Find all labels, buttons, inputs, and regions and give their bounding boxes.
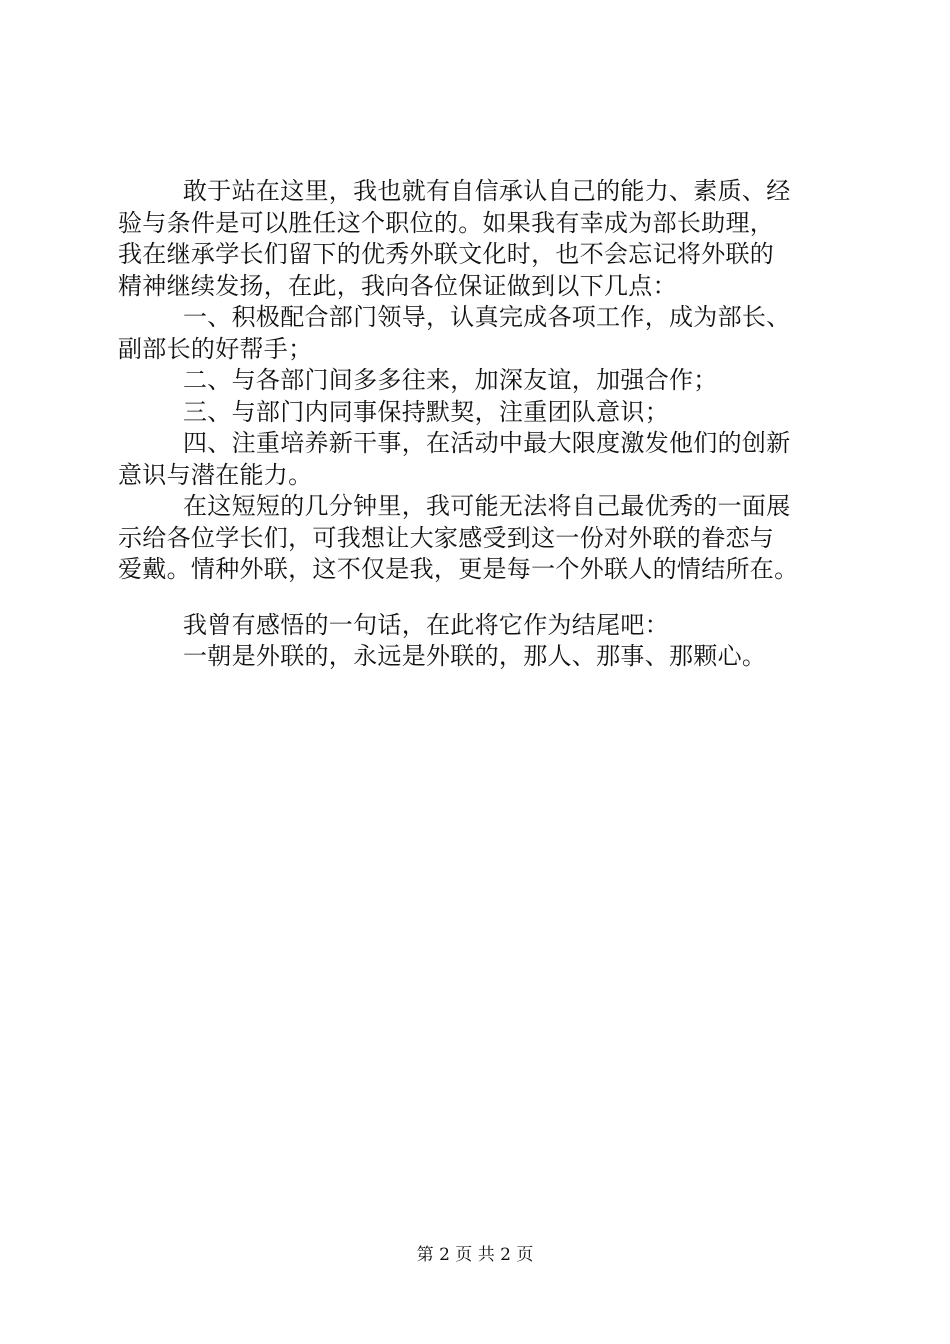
paragraph-line: 一、积极配合部门领导，认真完成各项工作，成为部长、 [183, 303, 791, 331]
paragraph-line: 二、与各部门间多多往来，加深友谊，加强合作； [183, 366, 718, 394]
paragraph-line: 四、注重培养新干事，在活动中最大限度激发他们的创新 [183, 429, 791, 457]
paragraph-line: 精神继续发扬，在此，我向各位保证做到以下几点： [118, 271, 677, 300]
paragraph-line: 爱戴。情种外联，这不仅是我，更是每一个外联人的情结所在。 [118, 555, 799, 583]
paragraph-line: 在这短短的几分钟里，我可能无法将自己最优秀的一面展 [183, 492, 791, 520]
page-number-label: 第 2 页 共 2 页 [416, 1245, 534, 1265]
paragraph-line: 我在继承学长们留下的优秀外联文化时，也不会忘记将外联的 [118, 240, 775, 268]
document-body [118, 176, 864, 673]
paragraph-line: 敢于站在这里，我也就有自信承认自己的能力、素质、经 [183, 177, 791, 205]
paragraph-gap [174, 586, 864, 610]
paragraph-line: 一朝是外联的，永远是外联的，那人、那事、那颗心。 [183, 642, 767, 670]
page-footer [0, 1244, 950, 1266]
paragraph-line: 意识与潜在能力。 [118, 460, 313, 489]
paragraph-line: 我曾有感悟的一句话，在此将它作为结尾吧： [183, 610, 669, 639]
paragraph-line: 示给各位学长们，可我想让大家感受到这一份对外联的眷恋与 [118, 523, 775, 552]
paragraph-line: 副部长的好帮手； [118, 334, 313, 363]
paragraph-line: 验与条件是可以胜任这个职位的。如果我有幸成为部长助理， [118, 208, 775, 237]
paragraph-line: 三、与部门内同事保持默契，注重团队意识； [183, 397, 669, 426]
